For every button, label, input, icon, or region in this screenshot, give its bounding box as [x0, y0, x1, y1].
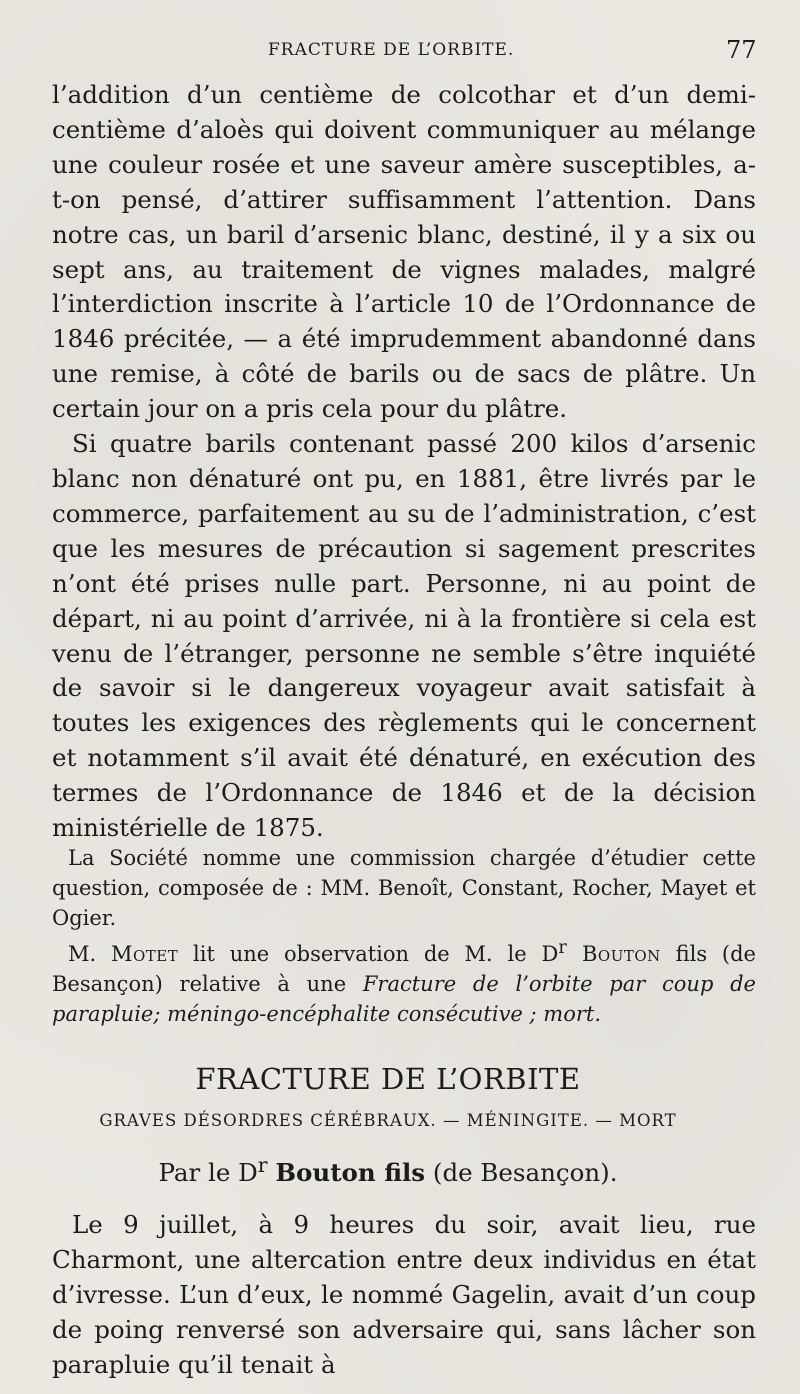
article-title: FRACTURE DE L’ORBITE — [195, 1062, 581, 1096]
motet-rest: fils (de Besançon) relative à une — [52, 942, 756, 996]
paragraph-opening: Le 9 juillet, à 9 heures du soir, avait lieu, rue Charmont, une altercation entre deux individus en état d’ivresse. L’un d’eux, le nommé Gagelin, avait d’un coup de poing renversé son adversaire qui, sans lâcher son parapluie qu’il tenait à — [52, 1210, 756, 1379]
byline-sup: r — [257, 1153, 268, 1177]
article-body — [52, 1208, 756, 1383]
article-byline — [0, 1153, 788, 1187]
byline-name: Bouton fils — [275, 1158, 426, 1188]
running-title: FRACTURE DE L’ORBITE. — [268, 40, 515, 60]
paragraph-precautions: Si quatre barils contenant passé 200 kilos d’arsenic blanc non dénaturé ont pu, en 1881, être livrés par le commerce, parfaitement au su de l’administration, c’est que les mesures de précaution si sagement prescrites n’ont été prises nulle part. Personne, ni au point de départ, ni au point d’arrivée, ni à la frontière si cela est venu de l’étranger, personne ne semble s’être inquiété de savoir si le dangereux voyageur avait satisfait à toutes les exigences des règlements qui le concernent et notamment s’il avait été dénaturé, en exécution des termes de l’Ordonnance de 1846 et de la décision ministérielle de 1875. — [52, 429, 756, 843]
motet-doctor: Bouton — [566, 942, 661, 966]
article-subtitle: GRAVES DÉSORDRES CÉRÉBRAUX. — MÉNINGITE. — MORT — [99, 1111, 677, 1130]
motet-sup: r — [558, 938, 567, 958]
motet-name: Motet — [110, 942, 179, 966]
motet-title-italic: Fracture de l’orbite par coup de parapluie; méningo-encéphalite consécutive ; mort. — [52, 972, 756, 1026]
byline-suffix: (de Besançon). — [425, 1158, 618, 1188]
commission-note: La Société nomme une commission chargée d’étudier cette question, composée de : MM. Benoît, Constant, Rocher, Mayet et Ogier. — [52, 846, 756, 930]
main-text — [52, 78, 756, 846]
motet-prefix: M. — [68, 942, 111, 966]
society-notes — [52, 843, 756, 1029]
motet-mid: lit une observation de M. le D — [178, 942, 559, 966]
motet-note — [52, 933, 756, 1029]
byline-prefix: Par le D — [158, 1158, 258, 1188]
running-header — [0, 34, 800, 64]
paragraph-arsenic-barrel: l’addition d’un centième de colcothar et d’un demi-centième d’aloès qui doivent communiquer au mélange une couleur rosée et une saveur amère susceptibles, a-t-on pensé, d’attirer suffisamment l’attention. Dans notre cas, un baril d’arsenic blanc, destiné, il y a six ou sept ans, au traitement de vignes malades, malgré l’interdiction inscrite à l’article 10 de l’Ordonnance de 1846 précitée, — a été imprudemment abandonné dans une remise, à côté de barils ou de sacs de plâtre. Un certain jour on a pris cela pour du plâtre. — [52, 80, 756, 424]
page-number: 77 — [726, 36, 757, 64]
